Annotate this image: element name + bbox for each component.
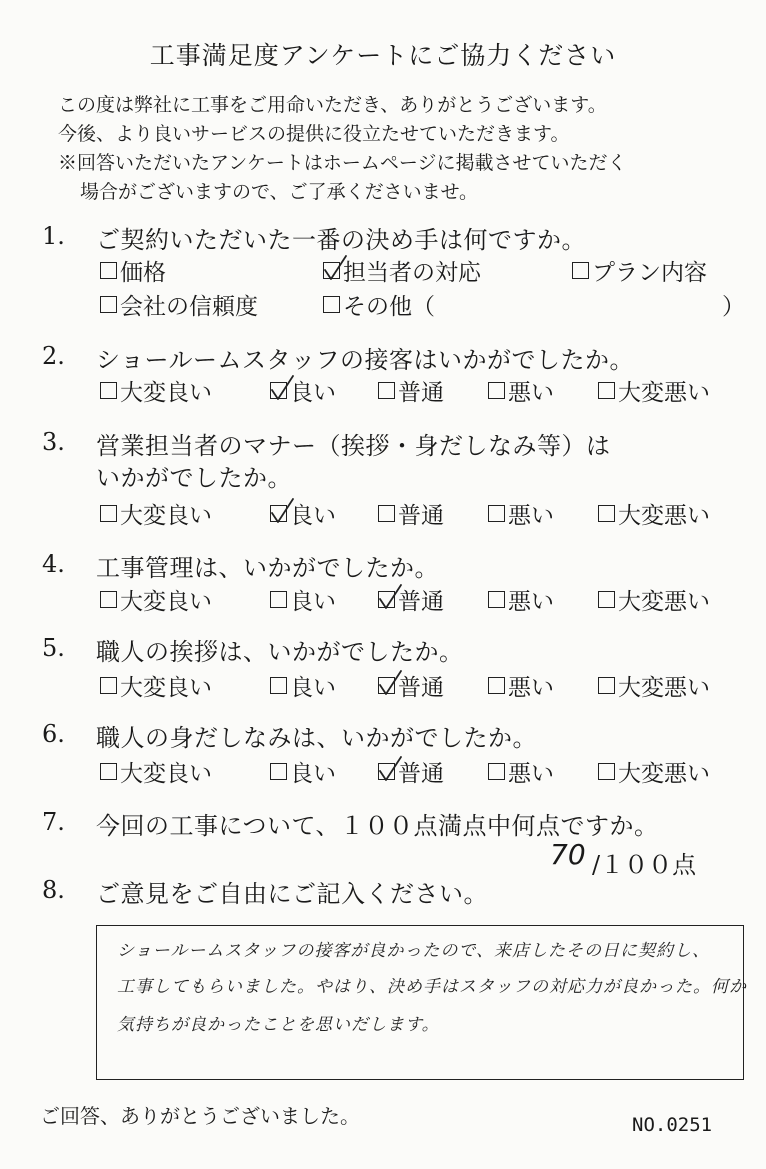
checkbox-box: [488, 505, 505, 522]
comment-line: 気持ちが良かったことを思いだします。: [117, 1015, 440, 1035]
option-label: 普通: [398, 761, 444, 787]
checkbox-box: [270, 505, 287, 522]
option-checkbox[interactable]: [100, 288, 258, 321]
check-mark-icon: [377, 755, 403, 783]
checkbox-box: [100, 296, 117, 313]
check-mark-icon: [377, 583, 403, 611]
option-label: その他（: [343, 294, 435, 320]
question-number: 8.: [42, 876, 65, 904]
option-label: 悪い: [508, 675, 554, 701]
option-label: 大変良い: [120, 589, 212, 615]
checkbox-box: [100, 763, 117, 780]
option-checkbox[interactable]: [598, 374, 710, 407]
option-checkbox[interactable]: [100, 583, 212, 616]
intro-line: この度は弊社に工事をご用命いただき、ありがとうございます。: [58, 94, 607, 116]
question-text: 職人の身だしなみは、いかがでしたか。: [96, 724, 537, 752]
option-checkbox[interactable]: [488, 583, 554, 616]
option-checkbox[interactable]: [378, 669, 444, 702]
option-label: 悪い: [508, 589, 554, 615]
checkbox-box: [598, 382, 615, 399]
option-label: 悪い: [508, 380, 554, 406]
option-label: 普通: [398, 675, 444, 701]
question-text: 職人の挨拶は、いかがでしたか。: [96, 638, 464, 666]
check-mark-icon: [269, 374, 295, 402]
option-label: 大変良い: [120, 761, 212, 787]
intro-line: 場合がございますので、ご了承くださいませ。: [80, 181, 479, 203]
option-label: 良い: [290, 503, 336, 529]
option-label: 普通: [398, 589, 444, 615]
check-mark-icon: [269, 497, 295, 525]
checkbox-box: [598, 763, 615, 780]
option-checkbox[interactable]: [100, 755, 212, 788]
checkbox-box: [270, 763, 287, 780]
other-close-paren: ）: [722, 294, 745, 320]
checkbox-box: [378, 763, 395, 780]
option-checkbox[interactable]: [598, 497, 710, 530]
question-number: 5.: [42, 634, 65, 662]
question-text: 営業担当者のマナー（挨拶・身だしなみ等）は: [96, 432, 611, 460]
option-label: 悪い: [508, 503, 554, 529]
option-label: 良い: [290, 761, 336, 787]
question-number: 6.: [42, 720, 65, 748]
option-label: 大変悪い: [618, 761, 710, 787]
option-label: 大変良い: [120, 380, 212, 406]
question-number: 4.: [42, 550, 65, 578]
option-checkbox[interactable]: [598, 583, 710, 616]
question-text: ショールームスタッフの接客はいかがでしたか。: [96, 346, 635, 374]
option-checkbox[interactable]: [100, 669, 212, 702]
option-checkbox[interactable]: [488, 755, 554, 788]
option-checkbox[interactable]: [100, 374, 212, 407]
option-checkbox[interactable]: [323, 254, 481, 287]
question-text: 工事管理は、いかがでしたか。: [96, 554, 439, 582]
thanks-message: ご回答、ありがとうございました。: [40, 1104, 360, 1128]
checkbox-box: [323, 262, 340, 279]
option-label: 良い: [290, 675, 336, 701]
question-number: 2.: [42, 342, 65, 370]
option-checkbox[interactable]: [378, 583, 444, 616]
option-label: 大変悪い: [618, 503, 710, 529]
checkbox-box: [378, 677, 395, 694]
checkbox-box: [270, 591, 287, 608]
option-label: 大変良い: [120, 503, 212, 529]
option-checkbox[interactable]: [100, 497, 212, 530]
question-text: ご契約いただいた一番の決め手は何ですか。: [96, 226, 586, 254]
option-checkbox[interactable]: [572, 254, 707, 287]
intro-line: ※回答いただいたアンケートはホームページに掲載させていただく: [58, 152, 627, 174]
option-checkbox[interactable]: [323, 288, 435, 321]
option-checkbox[interactable]: [378, 755, 444, 788]
option-checkbox[interactable]: [378, 374, 444, 407]
survey-title: 工事満足度アンケートにご協力ください: [149, 41, 617, 70]
option-checkbox[interactable]: [598, 755, 710, 788]
checkbox-box: [488, 677, 505, 694]
checkbox-box: [323, 296, 340, 313]
option-checkbox[interactable]: [270, 374, 336, 407]
checkbox-box: [378, 382, 395, 399]
option-label: 価格: [120, 260, 166, 286]
option-checkbox[interactable]: [270, 669, 336, 702]
checkbox-box: [488, 382, 505, 399]
checkbox-box: [572, 262, 589, 279]
option-checkbox[interactable]: [488, 374, 554, 407]
intro-line: 今後、より良いサービスの提供に役立たせていただきます。: [58, 123, 570, 145]
option-label: プラン内容: [592, 260, 707, 286]
option-checkbox[interactable]: [100, 254, 166, 287]
question-number: 3.: [42, 428, 65, 456]
checkbox-box: [100, 262, 117, 279]
option-label: 大変悪い: [618, 675, 710, 701]
comment-line: 工事してもらいました。やはり、決め手はスタッフの対応力が良かった。何か: [117, 977, 747, 997]
question-text: 今回の工事について、１００点満点中何点ですか。: [96, 812, 659, 840]
option-label: 大変悪い: [618, 380, 710, 406]
checkbox-box: [100, 591, 117, 608]
option-label: 悪い: [508, 761, 554, 787]
comment-line: ショールームスタッフの接客が良かったので、来店したその日に契約し、: [117, 941, 710, 961]
checkbox-box: [378, 591, 395, 608]
checkbox-box: [598, 591, 615, 608]
checkbox-box: [598, 677, 615, 694]
comment-box[interactable]: [96, 925, 747, 1080]
checkbox-box: [100, 677, 117, 694]
option-checkbox[interactable]: [488, 497, 554, 530]
checkbox-box: [270, 382, 287, 399]
option-checkbox[interactable]: [598, 669, 710, 702]
option-label: 良い: [290, 380, 336, 406]
question-number: 7.: [42, 808, 65, 836]
checkbox-box: [270, 677, 287, 694]
question-text-cont: いかがでしたか。: [96, 464, 292, 492]
score-suffix: /１００点: [592, 851, 697, 879]
checkbox-box: [598, 505, 615, 522]
option-checkbox[interactable]: [270, 583, 336, 616]
question-text: ご意見をご自由にご記入ください。: [96, 880, 488, 908]
question-number: 1.: [42, 222, 65, 250]
checkbox-box: [100, 382, 117, 399]
option-label: 大変悪い: [618, 589, 710, 615]
option-checkbox[interactable]: [488, 669, 554, 702]
option-label: 普通: [398, 503, 444, 529]
option-label: 大変良い: [120, 675, 212, 701]
check-mark-icon: [322, 254, 348, 282]
option-label: 普通: [398, 380, 444, 406]
option-checkbox[interactable]: [270, 755, 336, 788]
option-label: 担当者の対応: [343, 260, 481, 286]
option-label: 良い: [290, 589, 336, 615]
option-checkbox[interactable]: [378, 497, 444, 530]
option-label: 会社の信頼度: [120, 294, 258, 320]
checkbox-box: [488, 591, 505, 608]
checkbox-box: [378, 505, 395, 522]
score-handwritten[interactable]: 70: [550, 838, 586, 871]
check-mark-icon: [377, 669, 403, 697]
checkbox-box: [100, 505, 117, 522]
checkbox-box: [488, 763, 505, 780]
serial-number: NO.0251: [632, 1114, 713, 1136]
option-checkbox[interactable]: [270, 497, 336, 530]
